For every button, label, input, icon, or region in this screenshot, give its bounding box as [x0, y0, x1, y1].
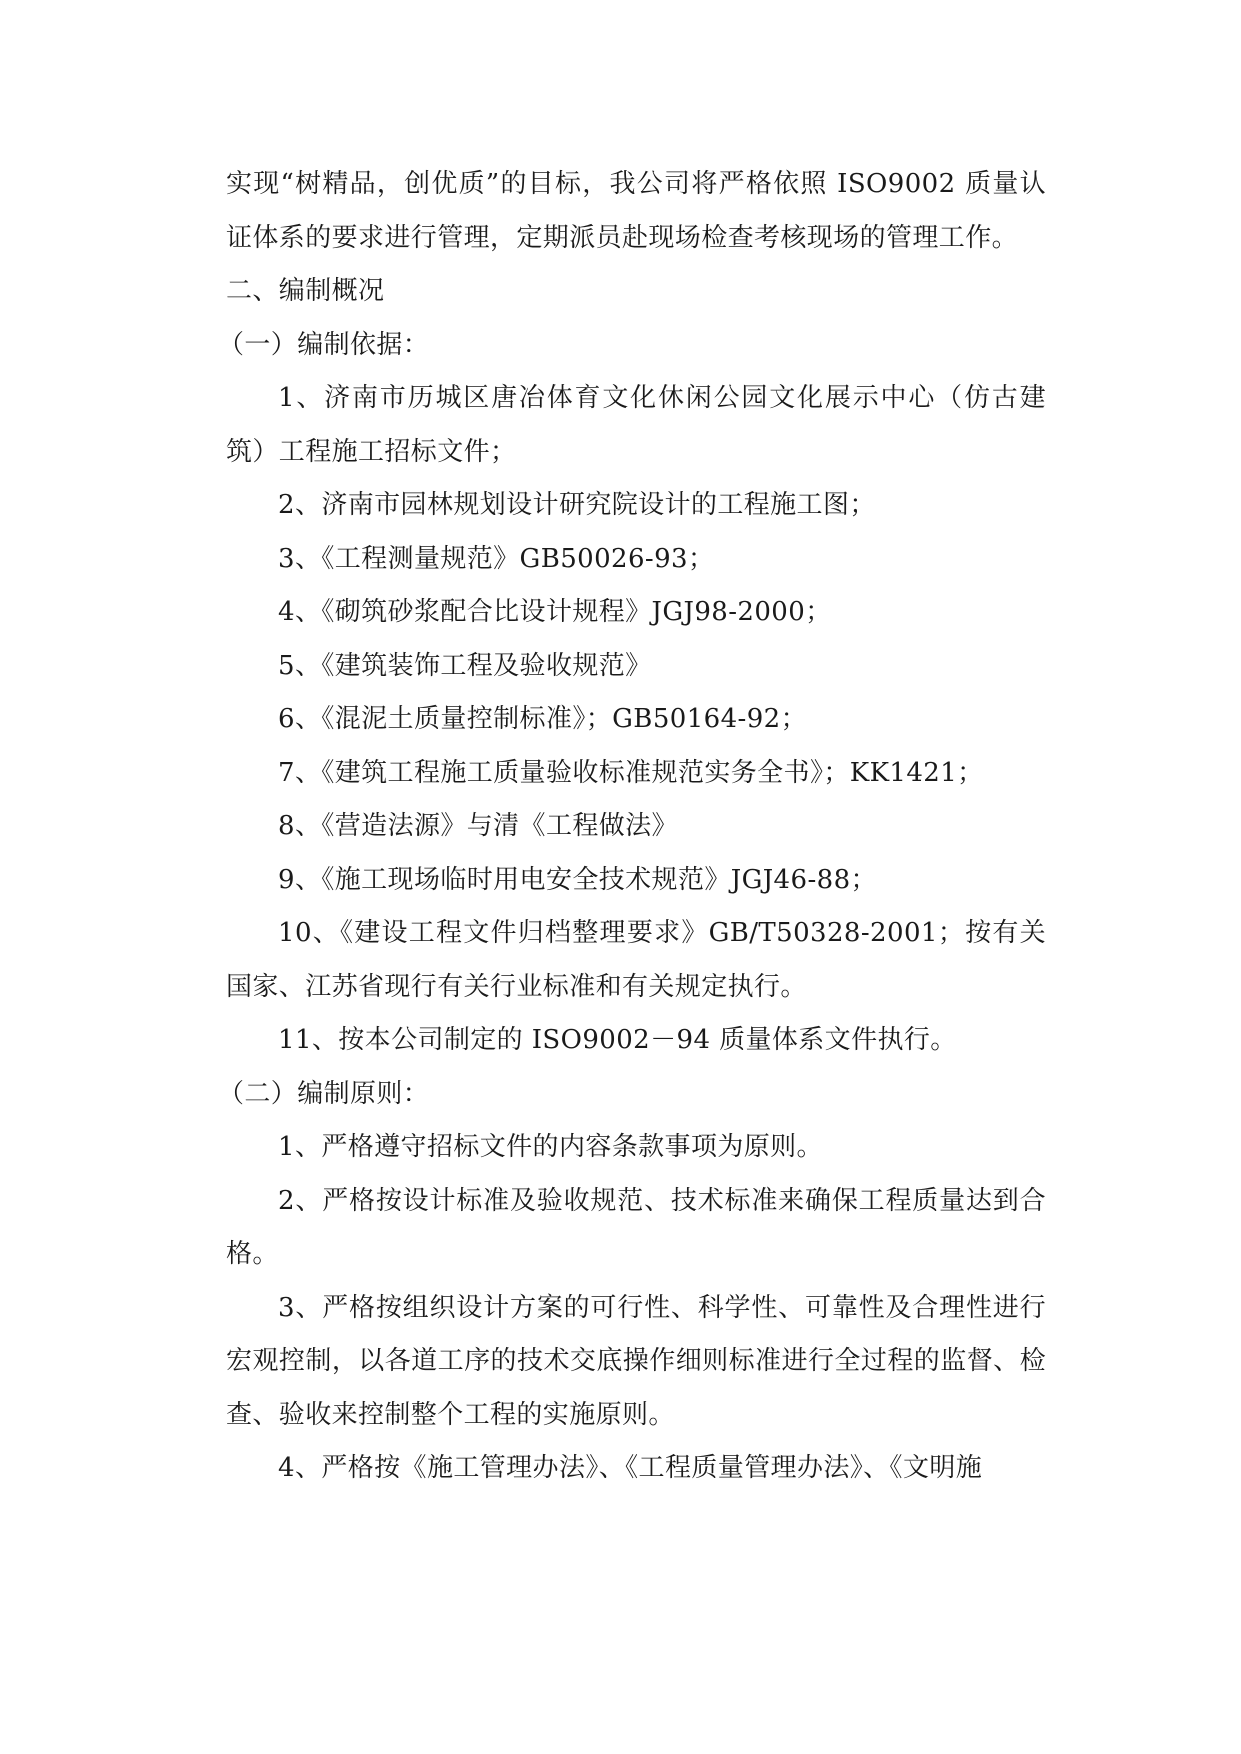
basis-item-11: 11、按本公司制定的 ISO9002－94 质量体系文件执行。: [278, 1025, 957, 1055]
basis-item-7: 7、《建筑工程施工质量验收标准规范实务全书》；KK1421；: [278, 757, 984, 788]
principle-item-1: 1、严格遵守招标文件的内容条款事项为原则。: [278, 1132, 823, 1162]
section-title-compilation-overview: 二、编制概况: [226, 276, 385, 306]
basis-item-4: 4、《砌筑砂浆配合比设计规程》JGJ98-2000；: [278, 597, 832, 627]
principle-item-2: 2、严格按设计标准及验收规范、技术标准来确保工程质量达到合格。: [226, 1185, 1046, 1269]
basis-item-3: 3、《工程测量规范》GB50026-93；: [278, 543, 715, 574]
basis-item-1: 1、济南市历城区唐冶体育文化休闲公园文化展示中心（仿古建筑）工程施工招标文件；: [226, 383, 1046, 467]
subsection-title-compilation-principles: （二）编制原则：: [218, 1078, 430, 1109]
principle-item-3: 3、严格按组织设计方案的可行性、科学性、可靠性及合理性进行宏观控制，以各道工序的技术交底操作细则标准进行全过程的监督、检查、验收来控制整个工程的实施原则。: [226, 1292, 1046, 1430]
basis-item-9: 9、《施工现场临时用电安全技术规范》JGJ46-88；: [278, 864, 877, 895]
basis-item-10: 10、《建设工程文件归档整理要求》GB/T50328-2001；按有关国家、江苏省现行有关行业标准和有关规定执行。: [226, 918, 1046, 1002]
basis-item-2: 2、济南市园林规划设计研究院设计的工程施工图；: [278, 490, 876, 520]
principle-item-4: 4、严格按《施工管理办法》、《工程质量管理办法》、《文明施: [278, 1453, 983, 1483]
subsection-title-compilation-basis: （一）编制依据：: [218, 329, 430, 360]
basis-item-5: 5、《建筑装饰工程及验收规范》: [278, 650, 652, 681]
basis-item-8: 8、《营造法源》与清《工程做法》: [278, 811, 678, 841]
paragraph-intro-continued: 实现“树精品，创优质”的目标，我公司将严格依照 ISO9002 质量认证体系的要求进行管理，定期派员赴现场检查考核现场的管理工作。: [226, 169, 1046, 253]
basis-item-6: 6、《混泥土质量控制标准》；GB50164-92；: [278, 704, 807, 734]
document-body: [218, 158, 1046, 1496]
